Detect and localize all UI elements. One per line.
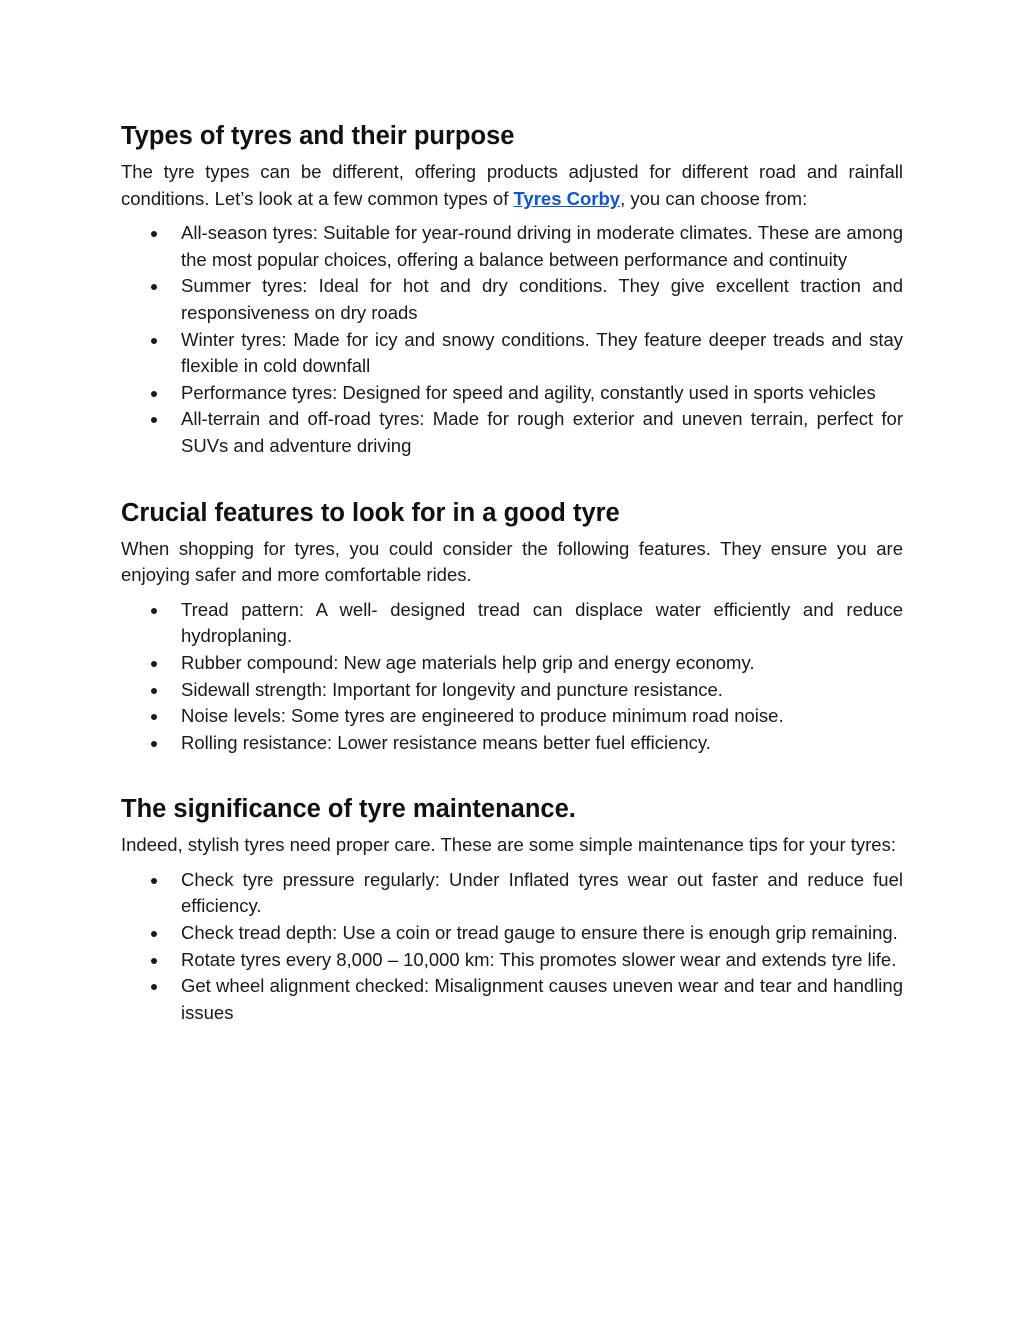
bullet-icon	[151, 391, 157, 397]
list-item-text: Get wheel alignment checked: Misalignment causes uneven wear and tear and handling issues	[181, 975, 903, 1023]
bullet-icon	[151, 958, 157, 964]
section-types-of-tyres	[121, 118, 903, 460]
list-item-text: Noise levels: Some tyres are engineered to produce minimum road noise.	[181, 705, 784, 727]
list-item	[181, 677, 903, 704]
intro-text: The tyre types can be different, offering products adjusted for different road and rainfall conditions. Let’s look at a few common types of	[121, 161, 903, 209]
tyres-corby-link[interactable]: Tyres Corby	[513, 187, 621, 209]
list-item-text: Sidewall strength: Important for longevity and puncture resistance.	[181, 678, 723, 700]
list-item-text: Summer tyres: Ideal for hot and dry conditions. They give excellent traction and responsiveness on dry roads	[181, 275, 903, 323]
list-item-text: Performance tyres: Designed for speed and agility, constantly used in sports vehicles	[181, 381, 876, 403]
list-item-text: Tread pattern: A well- designed tread can displace water efficiently and reduce hydroplaning.	[181, 598, 903, 647]
bullet-icon	[151, 661, 157, 667]
section-heading: Crucial features to look for in a good tyre	[121, 498, 620, 527]
section-tyre-maintenance	[121, 791, 903, 1026]
bullet-icon	[151, 984, 157, 990]
bullet-list	[121, 220, 903, 459]
section-heading: Types of tyres and their purpose	[121, 122, 515, 150]
list-item-text: Check tread depth: Use a coin or tread gauge to ensure there is enough grip remaining.	[181, 922, 898, 944]
bullet-list	[121, 867, 903, 1027]
bullet-icon	[151, 688, 157, 694]
bullet-icon	[151, 878, 157, 884]
section-crucial-features	[121, 495, 903, 757]
list-item	[181, 220, 903, 273]
list-item	[181, 327, 903, 380]
bullet-icon	[151, 284, 157, 290]
bullet-icon	[151, 931, 157, 937]
list-item	[181, 920, 903, 947]
intro-text: , you can choose from:	[620, 187, 808, 209]
list-item	[181, 947, 903, 974]
list-item	[181, 273, 903, 326]
section-heading: The significance of tyre maintenance.	[121, 795, 576, 824]
bullet-icon	[151, 417, 157, 423]
bullet-icon	[151, 338, 157, 344]
list-item	[181, 380, 903, 407]
list-item	[181, 597, 903, 650]
list-item	[181, 730, 903, 757]
bullet-icon	[151, 741, 157, 747]
list-item	[181, 703, 903, 730]
section-intro: When shopping for tyres, you could consider the following features. They ensure you are enjoying safer and more comfortable rides.	[121, 537, 903, 586]
list-item	[181, 650, 903, 677]
section-intro: Indeed, stylish tyres need proper care. These are some simple maintenance tips for your tyres:	[121, 834, 896, 856]
document-page	[121, 118, 903, 1026]
list-item-text: All-terrain and off-road tyres: Made for rough exterior and uneven terrain, perfect for SUVs and adventure driving	[181, 408, 903, 456]
bullet-icon	[151, 231, 157, 237]
list-item-text: Winter tyres: Made for icy and snowy conditions. They feature deeper treads and stay flexible in cold downfall	[181, 328, 903, 377]
list-item-text: Rolling resistance: Lower resistance means better fuel efficiency.	[181, 731, 711, 753]
list-item	[181, 973, 903, 1026]
bullet-icon	[151, 608, 157, 614]
bullet-list	[121, 597, 903, 757]
list-item-text: All-season tyres: Suitable for year-round driving in moderate climates. These are among the most popular choices, offering a balance between performance and continuity	[181, 222, 903, 270]
bullet-icon	[151, 714, 157, 720]
section-intro	[121, 159, 903, 212]
list-item	[181, 406, 903, 459]
list-item-text: Rotate tyres every 8,000 – 10,000 km: This promotes slower wear and extends tyre life.	[181, 948, 897, 970]
list-item	[181, 867, 903, 920]
list-item-text: Rubber compound: New age materials help grip and energy economy.	[181, 651, 755, 673]
list-item-text: Check tyre pressure regularly: Under Inflated tyres wear out faster and reduce fuel efficiency.	[181, 868, 903, 917]
